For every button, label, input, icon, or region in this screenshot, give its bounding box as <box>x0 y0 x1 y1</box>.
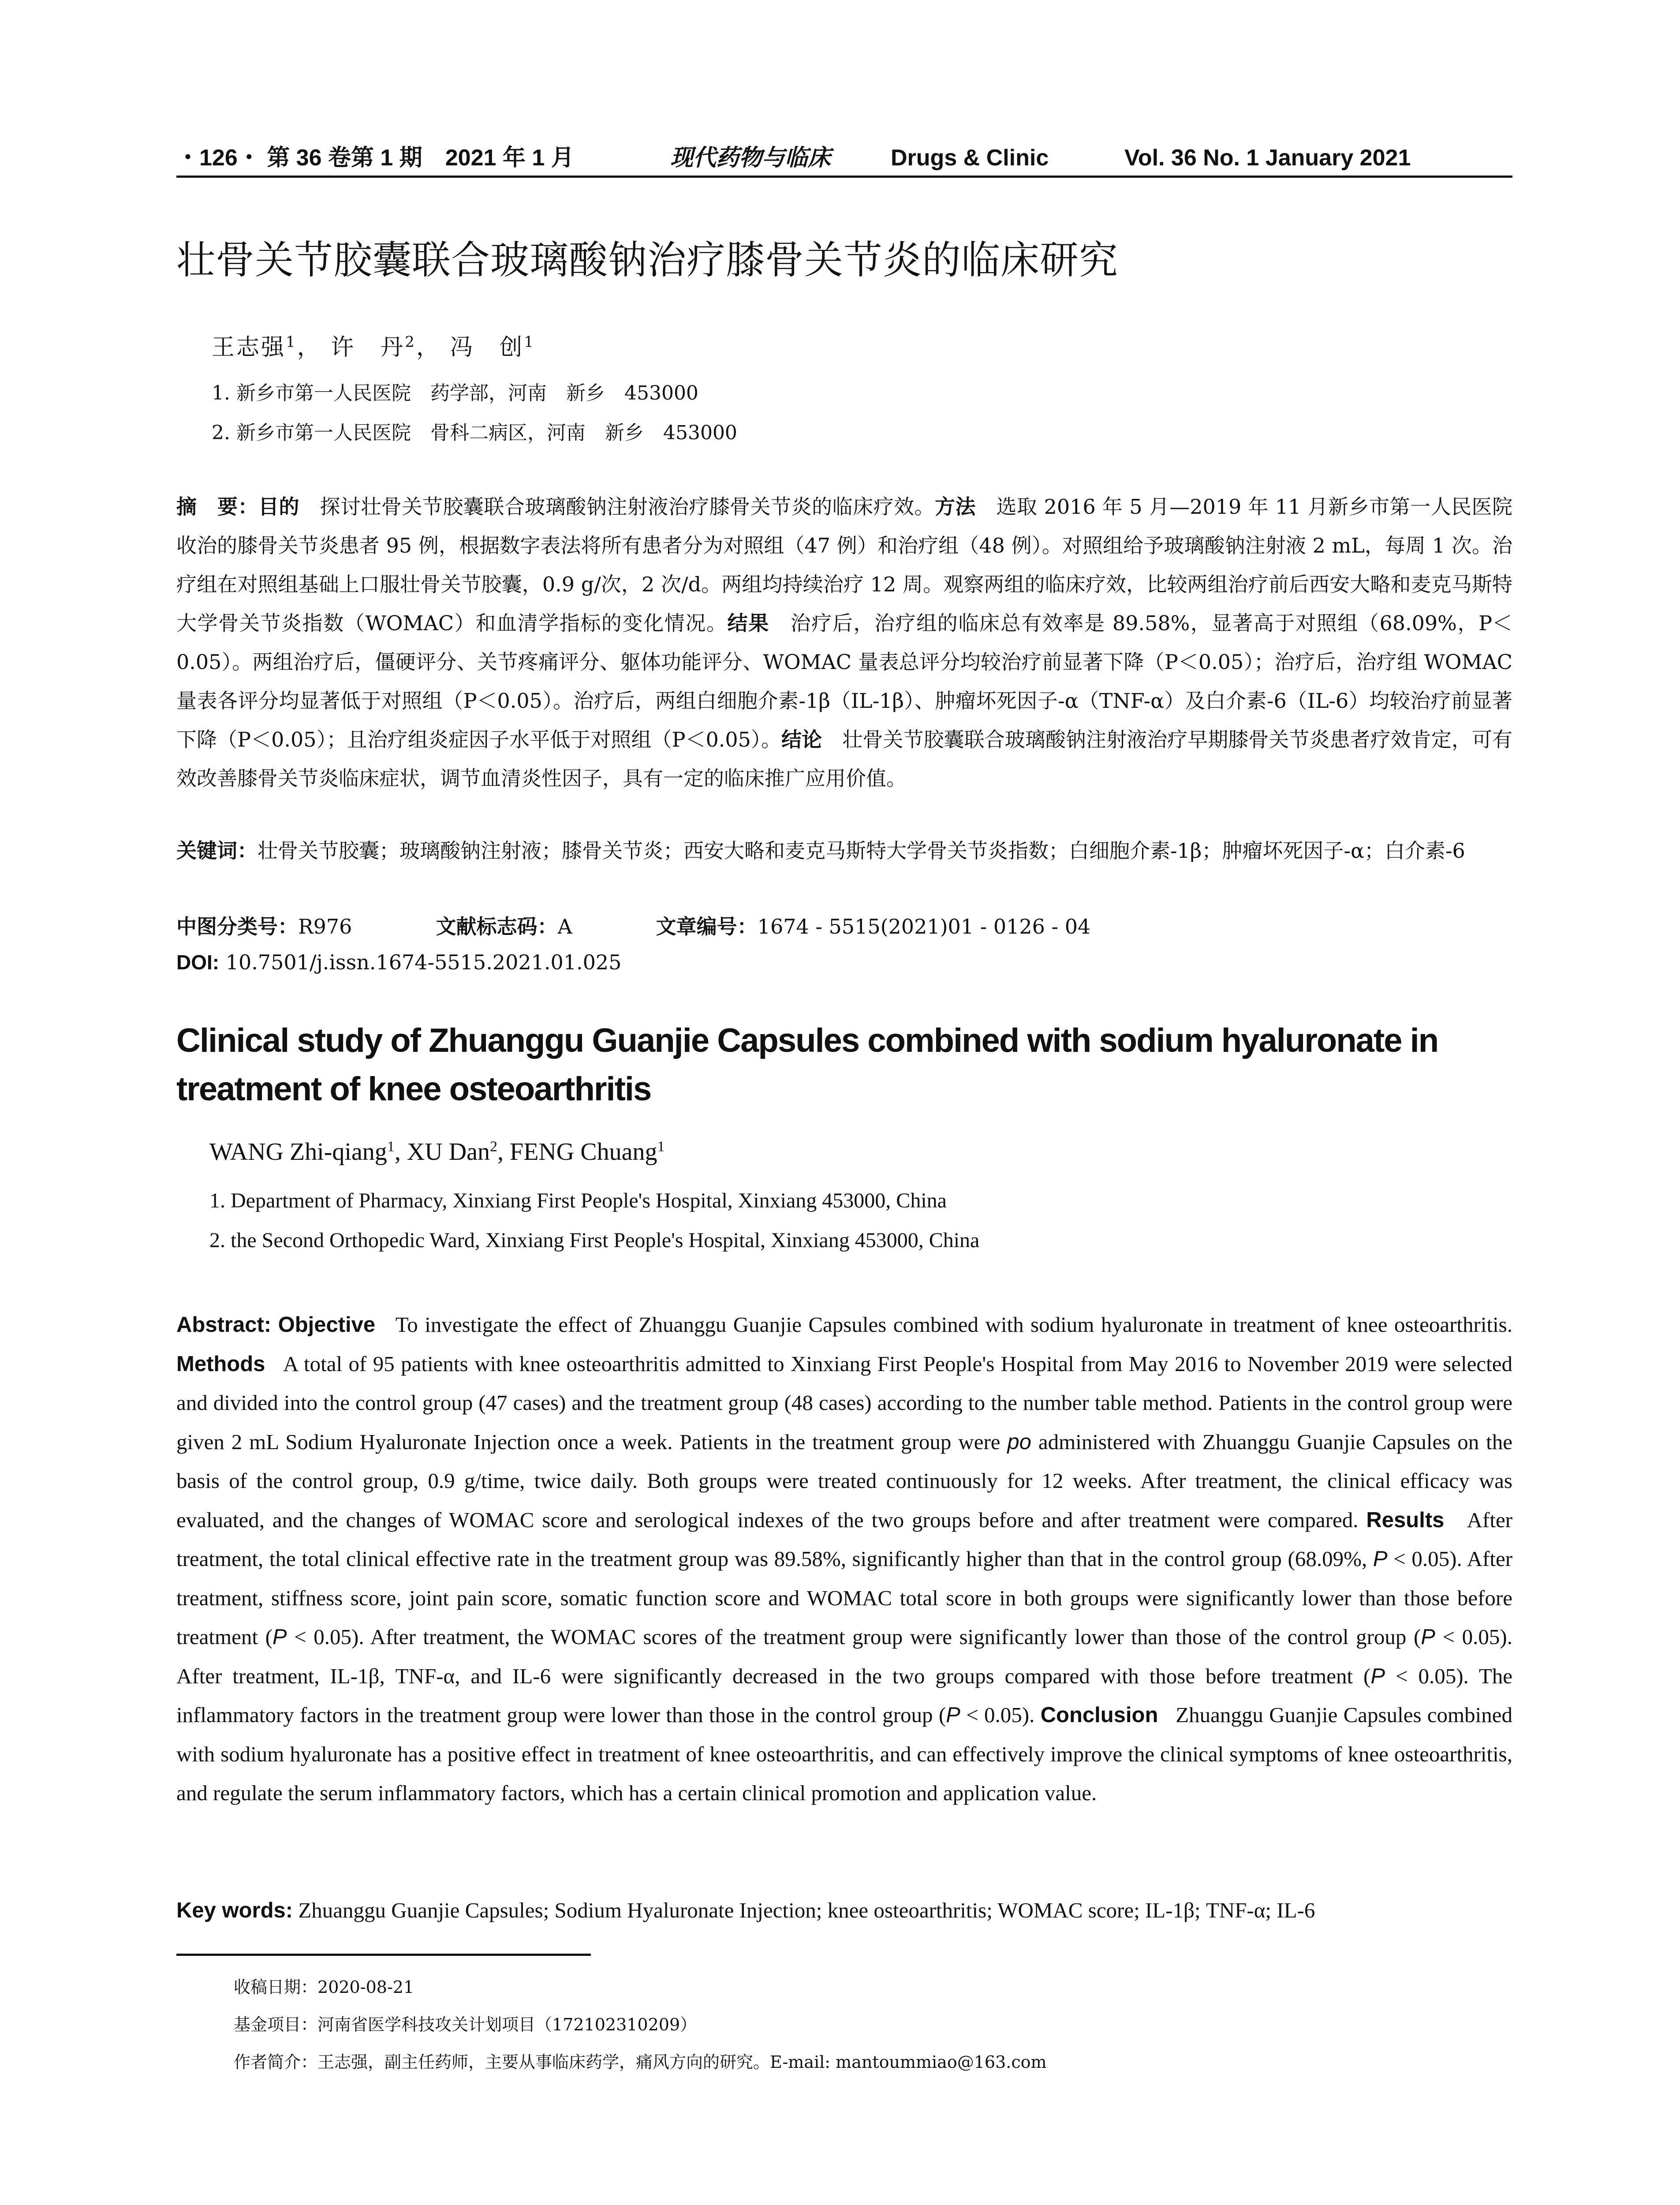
results-en-text-4: < 0.05). After treatment, IL-1β, TNF-α, and IL-6 were significantly decreased in the two groups compared with those before treatment ( <box>176 1625 1512 1688</box>
affiliation-cn: 1. 新乡市第一人民医院 药学部，河南 新乡 453000 <box>212 382 698 404</box>
conclusion-text: 壮骨关节胶囊联合玻璃酸钠注射液治疗早期膝骨关节炎患者疗效肯定，可有效改善膝骨关节炎临床症状，调节血清炎性因子，具有一定的临床推广应用价值。 <box>176 728 1513 790</box>
header-journal-cn: 现代药物与临床 <box>670 144 831 171</box>
p-symbol: P <box>272 1625 287 1649</box>
affiliation-en: 2. the Second Orthopedic Ward, Xinxiang First People's Hospital, Xinxiang 453000, China <box>209 1229 980 1252</box>
conclusion-en-text: Zhuanggu Guanjie Capsules combined with sodium hyaluronate has a positive effect in treatment of knee osteoarthritis, and can effectively improve the clinical symptoms of knee osteoarthritis, and regulate the serum inflammatory factors, which has a certain clinical promotion and application value. <box>176 1703 1513 1805</box>
objective-label: 目的 <box>258 495 299 519</box>
abstract-en <box>176 1305 1512 1813</box>
objective-en-label: Objective <box>278 1313 376 1337</box>
abstract-cn <box>176 487 1512 798</box>
author-en: FENG Chuang <box>510 1138 657 1166</box>
objective-text: 探讨壮骨关节胶囊联合玻璃酸钠注射液治疗膝骨关节炎的临床疗效。 <box>320 495 935 519</box>
footnote-received <box>234 1973 414 1998</box>
affiliation-cn: 2. 新乡市第一人民医院 骨科二病区，河南 新乡 453000 <box>212 422 737 444</box>
keywords-cn <box>176 831 1512 870</box>
article-label: 文章编号： <box>656 915 758 938</box>
results-text: 治疗后，治疗组的临床总有效率是 89.58%，显著高于对照组（68.09%，P＜0.05）。两组治疗后，僵硬评分、关节疼痛评分、躯体功能评分、WOMAC 量表总评分均较治疗前显著下降（P＜0.05）；治疗后，治疗组 WOMAC 量表各评分均显著低于对照组（P＜0.05）。治疗后，两组白细胞介素-1β（IL-1β）、肿瘤坏死因子-α（TNF-α）及白介素-6（IL-6）均较治疗前显著下降（P＜0.05）；且治疗组炎症因子水平低于对照组（P＜0.05）。 <box>176 611 1513 751</box>
author-sup: 1 <box>524 333 536 351</box>
header-journal-en: Drugs & Clinic <box>891 145 1049 171</box>
classification-line <box>176 911 1174 940</box>
footnote-label: 作者简介： <box>234 2052 318 2072</box>
methods-label: 方法 <box>935 495 976 519</box>
author-en: WANG Zhi-qiang <box>209 1138 387 1166</box>
objective-en-text: To investigate the effect of Zhuanggu Guanjie Capsules combined with sodium hyaluronate in treatment of knee osteoarthritis. <box>395 1312 1513 1337</box>
running-header <box>176 140 1512 178</box>
abstract-en-label: Abstract: <box>176 1313 272 1337</box>
author-cn: 王志强 <box>212 334 286 361</box>
keywords-en-label: Key words: <box>176 1899 293 1922</box>
footnote-label: 基金项目： <box>234 2015 318 2034</box>
footnote-label: 收稿日期： <box>234 1977 318 1997</box>
author-sup: 1 <box>387 1138 395 1155</box>
po-abbrev: po <box>1007 1430 1031 1454</box>
clc-value: R976 <box>298 915 352 938</box>
results-label: 结果 <box>727 611 769 635</box>
author-en: XU Dan <box>407 1138 490 1166</box>
doc-value: A <box>557 915 572 938</box>
header-volume: Vol. 36 No. 1 January 2021 <box>1124 145 1411 171</box>
article-value: 1674 - 5515(2021)01 - 0126 - 04 <box>757 915 1091 938</box>
keywords-en-text: Zhuanggu Guanjie Capsules; Sodium Hyaluronate Injection; knee osteoarthritis; WOMAC score; IL-1β; TNF-α; IL-6 <box>298 1898 1315 1922</box>
methods-text: 选取 2016 年 5 月—2019 年 11 月新乡市第一人民医院收治的膝骨关节炎患者 95 例，根据数字表法将所有患者分为对照组（47 例）和治疗组（48 例）。对照组给予玻璃酸钠注射液 2 mL，每周 1 次。治疗组在对照组基础上口服壮骨关节胶囊，0.9 g/次，2 次/d。两组均持续治疗 12 周。观察两组的临床疗效，比较两组治疗前后西安大略和麦克马斯特大学骨关节炎指数（WOMAC）和血清学指标的变化情况。 <box>176 495 1513 635</box>
p-symbol: P <box>946 1703 960 1727</box>
p-symbol: P <box>1373 1547 1388 1571</box>
methods-en-label: Methods <box>176 1352 265 1376</box>
abstract-cn-label: 摘 要： <box>176 495 258 519</box>
author-sup: 2 <box>405 333 416 351</box>
p-symbol: P <box>1370 1664 1385 1688</box>
doi-line <box>176 950 621 974</box>
conclusion-label: 结论 <box>781 728 822 751</box>
authors-en: WANG Zhi-qiang$^1$, XU Dan$^2$, FENG Chuang$^1$ <box>209 1138 665 1166</box>
keywords-cn-text: 壮骨关节胶囊；玻璃酸钠注射液；膝骨关节炎；西安大略和麦克马斯特大学骨关节炎指数；白细胞介素-1β；肿瘤坏死因子-α；白介素-6 <box>258 839 1465 863</box>
conclusion-en-label: Conclusion <box>1040 1703 1158 1727</box>
footnote-text: 2020-08-21 <box>317 1977 414 1997</box>
author-cn: 许 丹 <box>331 334 405 361</box>
author-sup: 2 <box>490 1138 497 1155</box>
author-cn: 冯 创 <box>450 334 524 361</box>
results-en-text-3: < 0.05). After treatment, the WOMAC scores of the treatment group were significantly lower than those of the control group ( <box>294 1625 1421 1649</box>
p-symbol: P <box>1421 1625 1435 1649</box>
results-en-text-5: < 0.05). The inflammatory factors in the treatment group were lower than those in the control group ( <box>176 1663 1513 1727</box>
doc-label: 文献标志码： <box>436 915 558 938</box>
footnote-divider <box>176 1954 591 1956</box>
doi-value[interactable]: 10.7501/j.issn.1674-5515.2021.01.025 <box>225 950 622 974</box>
methods-en-text: A total of 95 patients with knee osteoarthritis admitted to Xinxiang First People's Hospital from May 2016 to November 2019 were selected and divided into the control group (47 cases) and the treatment group (48 cases) according to the number table method. Patients in the control group were given 2 mL Sodium Hyaluronate Injection once a week. Patients in the treatment group were <box>176 1351 1513 1454</box>
author-sup: 1 <box>286 333 297 351</box>
title-en: Clinical study of Zhuanggu Guanjie Capsules combined with sodium hyaluronate in treatment of knee osteoarthritis <box>176 1022 1438 1108</box>
results-en-label: Results <box>1366 1508 1445 1532</box>
author-sup: 1 <box>657 1138 665 1155</box>
results-en-text-6: < 0.05). <box>966 1703 1035 1727</box>
results-en-text-2: < 0.05). After treatment, stiffness score, joint pain score, somatic function score and WOMAC total score in both groups were significantly lower than those before treatment ( <box>176 1547 1513 1649</box>
doi-label: DOI: <box>176 951 220 974</box>
methods-en-text-2: administered with Zhuanggu Guanjie Capsules on the basis of the control group, 0.9 g/time, twice daily. Both groups were treated continuously for 12 weeks. After treatment, the clinical efficacy was evaluated, and the changes of WOMAC score and serological indexes of the two groups before and after treatment were compared. <box>176 1429 1513 1532</box>
title-cn: 壮骨关节胶囊联合玻璃酸钠治疗膝骨关节炎的临床研究 <box>176 237 1119 283</box>
results-en-text-1: After treatment, the total clinical effective rate in the treatment group was 89.58%, significantly higher than that in the control group (68.09%, <box>176 1507 1513 1571</box>
footnote-text: 河南省医学科技攻关计划项目（172102310209） <box>317 2015 697 2034</box>
footnote-fund <box>234 2011 697 2035</box>
header-issue: ・126・ 第 36 卷第 1 期 2021 年 1 月 <box>176 145 574 171</box>
keywords-en <box>176 1898 1315 1923</box>
authors-cn: 王志强$^1$， 许 丹$^2$， 冯 创$^1$ <box>212 333 536 361</box>
keywords-cn-label: 关键词： <box>176 839 258 863</box>
footnote-author <box>234 2048 1047 2073</box>
clc-label: 中图分类号： <box>176 915 298 938</box>
affiliation-en: 1. Department of Pharmacy, Xinxiang First People's Hospital, Xinxiang 453000, China <box>209 1189 947 1212</box>
footnote-text: 王志强，副主任药师，主要从事临床药学，痛风方向的研究。E-mail: mantoummiao@163.com <box>317 2052 1047 2072</box>
